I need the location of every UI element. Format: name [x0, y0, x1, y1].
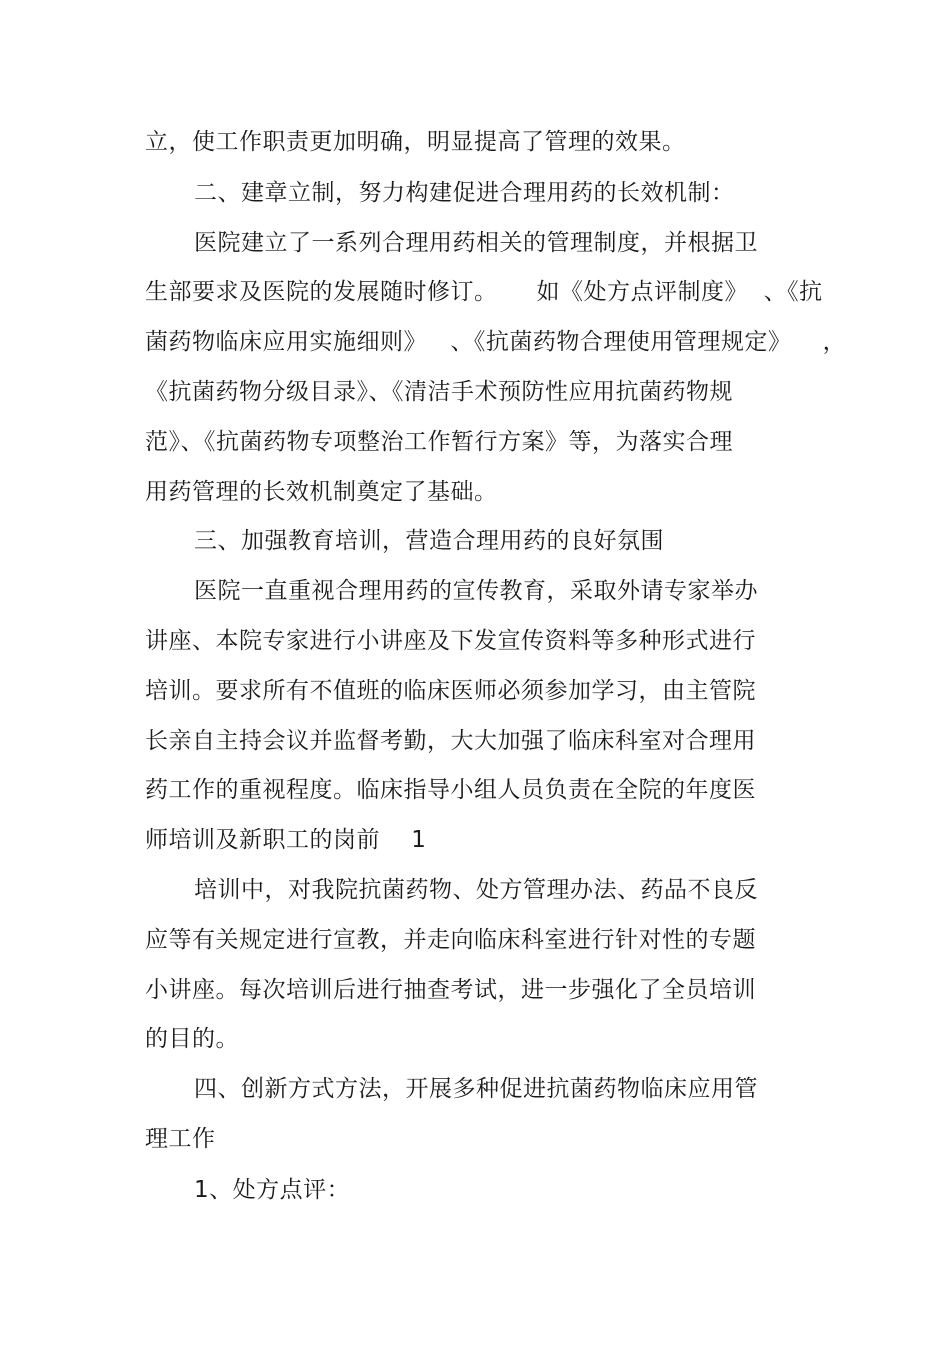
body-text-line: 长亲自主持会议并监督考勤，大大加强了临床科室对合理用 [145, 728, 756, 754]
body-text-line: 医院一直重视合理用药的宣传教育，采取外请专家举办 [194, 578, 758, 604]
body-text-line: 《抗菌药物分级目录》、《清洁手术预防性应用抗菌药物规 [145, 379, 733, 405]
body-text-line: 师培训及新职工的岗前 1 [145, 827, 427, 853]
body-text-line: 小讲座。每次培训后进行抽查考试，进一步强化了全员培训 [145, 977, 756, 1003]
section-heading: 四、创新方式方法，开展多种促进抗菌药物临床应用管 [194, 1076, 758, 1102]
body-text-line: 医院建立了一系列合理用药相关的管理制度，并根据卫 [194, 230, 758, 256]
subsection-heading: 1、处方点评： [194, 1177, 351, 1203]
body-text-line: 立，使工作职责更加明确，明显提高了管理的效果。 [145, 129, 686, 155]
body-text-line: 培训中，对我院抗菌药物、处方管理办法、药品不良反 [194, 877, 758, 903]
section-heading: 三、加强教育培训，营造合理用药的良好氛围 [194, 528, 664, 554]
body-text-line: 用药管理的长效机制奠定了基础。 [145, 479, 498, 505]
body-text-line: 理工作 [145, 1126, 216, 1152]
body-text-line: 的目的。 [145, 1026, 239, 1052]
body-text-line: 培训。要求所有不值班的临床医师必须参加学习，由主管院 [145, 678, 756, 704]
body-text-line: 菌药物临床应用实施细则》 、《抗菌药物合理使用管理规定》 ， [145, 329, 847, 355]
section-heading: 二、建章立制，努力构建促进合理用药的长效机制： [194, 180, 735, 206]
body-text-line: 生部要求及医院的发展随时修订。 如《处方点评制度》 、《抗 [145, 279, 823, 305]
body-text-line: 应等有关规定进行宣教，并走向临床科室进行针对性的专题 [145, 927, 756, 953]
body-text-line: 范》、《抗菌药物专项整治工作暂行方案》等，为落实合理 [145, 429, 733, 455]
body-text-line: 药工作的重视程度。临床指导小组人员负责在全院的年度医 [145, 777, 756, 803]
body-text-line: 讲座、本院专家进行小讲座及下发宣传资料等多种形式进行 [145, 628, 756, 654]
